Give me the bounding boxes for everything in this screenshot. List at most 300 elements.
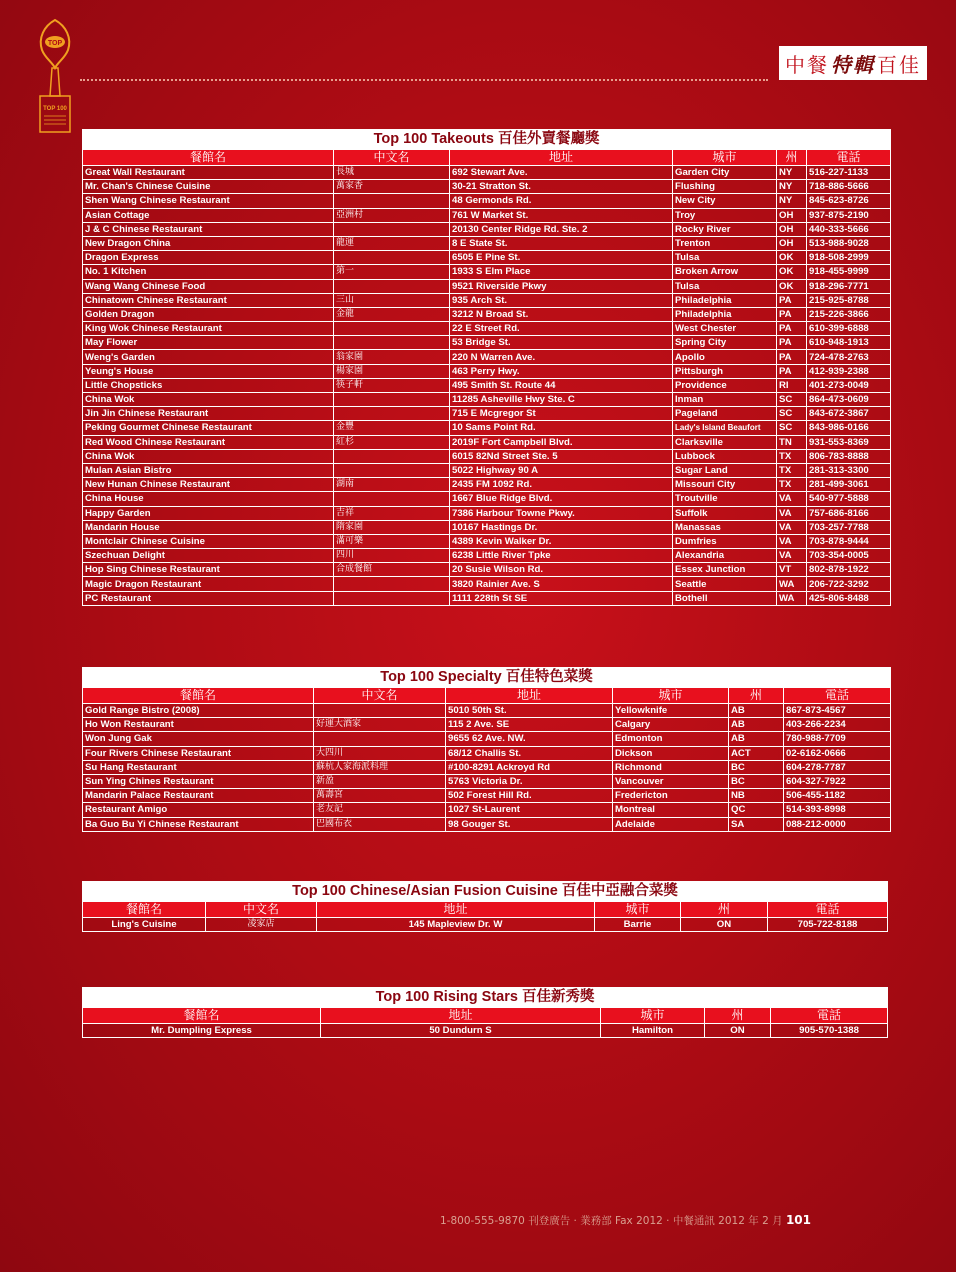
takeouts-header-row xyxy=(83,150,891,166)
table-cell: Fredericton xyxy=(613,789,729,803)
table-cell: QC xyxy=(729,803,784,817)
table-cell: 1111 228th St SE xyxy=(450,591,673,605)
table-cell: 918-508-2999 xyxy=(807,251,891,265)
table-cell xyxy=(334,251,450,265)
table-cell: Mandarin House xyxy=(83,520,334,534)
rising-title: Top 100 Rising Stars 百佳新秀獎 xyxy=(83,988,888,1008)
table-row xyxy=(83,166,891,180)
table-cell: 905-570-1388 xyxy=(771,1024,888,1038)
takeouts-title: Top 100 Takeouts 百佳外賣餐廳獎 xyxy=(83,130,891,150)
table-cell: Red Wood Chinese Restaurant xyxy=(83,435,334,449)
table-cell xyxy=(334,194,450,208)
table-cell: 20 Susie Wilson Rd. xyxy=(450,563,673,577)
table-cell: ON xyxy=(681,918,768,932)
table-cell xyxy=(334,591,450,605)
table-cell: Tulsa xyxy=(673,251,777,265)
table-row xyxy=(83,393,891,407)
table-row xyxy=(83,732,891,746)
table-row xyxy=(83,222,891,236)
table-cell: PC Restaurant xyxy=(83,591,334,605)
table-cell: 1667 Blue Ridge Blvd. xyxy=(450,492,673,506)
table-cell: 亞洲村 xyxy=(334,208,450,222)
table-cell: Mr. Chan's Chinese Cuisine xyxy=(83,180,334,194)
table-cell: Trenton xyxy=(673,236,777,250)
table-cell: Seattle xyxy=(673,577,777,591)
table-cell: 合成餐館 xyxy=(334,563,450,577)
table-cell: West Chester xyxy=(673,322,777,336)
table-row xyxy=(83,421,891,435)
column-header: 電話 xyxy=(771,1008,888,1024)
table-cell: AB xyxy=(729,704,784,718)
table-cell: Broken Arrow xyxy=(673,265,777,279)
table-row xyxy=(83,265,891,279)
table-row xyxy=(83,435,891,449)
table-row xyxy=(83,506,891,520)
column-header: 州 xyxy=(705,1008,771,1024)
header-divider xyxy=(80,79,768,81)
table-row xyxy=(83,746,891,760)
table-cell xyxy=(314,732,446,746)
table-cell: 931-553-8369 xyxy=(807,435,891,449)
table-cell: 757-686-8166 xyxy=(807,506,891,520)
table-cell: Happy Garden xyxy=(83,506,334,520)
table-cell: King Wok Chinese Restaurant xyxy=(83,322,334,336)
table-cell: 604-327-7922 xyxy=(784,774,891,788)
table-cell: 龍運 xyxy=(334,236,450,250)
table-cell: Ho Won Restaurant xyxy=(83,718,314,732)
table-row xyxy=(83,774,891,788)
table-cell: 425-806-8488 xyxy=(807,591,891,605)
table-cell: BC xyxy=(729,760,784,774)
column-header: 城市 xyxy=(673,150,777,166)
table-cell: Peking Gourmet Chinese Restaurant xyxy=(83,421,334,435)
table-cell: 大四川 xyxy=(314,746,446,760)
table-cell: 老友記 xyxy=(314,803,446,817)
table-cell: 115 2 Ave. SE xyxy=(446,718,613,732)
table-cell: TN xyxy=(777,435,807,449)
table-cell: NY xyxy=(777,166,807,180)
brand-right: 百佳 xyxy=(877,52,921,77)
table-row xyxy=(83,789,891,803)
table-cell: Missouri City xyxy=(673,478,777,492)
table-cell: Dragon Express xyxy=(83,251,334,265)
table-cell: 281-499-3061 xyxy=(807,478,891,492)
table-cell: 806-783-8888 xyxy=(807,449,891,463)
table-row xyxy=(83,577,891,591)
table-cell: 281-313-3300 xyxy=(807,463,891,477)
table-cell: OH xyxy=(777,236,807,250)
table-cell: 514-393-8998 xyxy=(784,803,891,817)
table-row xyxy=(83,180,891,194)
column-header: 餐館名 xyxy=(83,688,314,704)
table-cell: TX xyxy=(777,463,807,477)
table-cell: China Wok xyxy=(83,393,334,407)
table-cell: Sugar Land xyxy=(673,463,777,477)
table-cell: 筷子軒 xyxy=(334,378,450,392)
column-header: 電話 xyxy=(807,150,891,166)
table-cell: 610-948-1913 xyxy=(807,336,891,350)
table-cell: AB xyxy=(729,718,784,732)
table-row xyxy=(83,293,891,307)
column-header: 電話 xyxy=(768,902,888,918)
column-header: 餐館名 xyxy=(83,902,206,918)
table-cell xyxy=(334,407,450,421)
column-header: 城市 xyxy=(595,902,681,918)
table-cell: 8 E State St. xyxy=(450,236,673,250)
table-cell: 蘇杭人家海派料理 xyxy=(314,760,446,774)
table-cell: Chinatown Chinese Restaurant xyxy=(83,293,334,307)
table-cell: OK xyxy=(777,279,807,293)
table-cell: Pageland xyxy=(673,407,777,421)
table-cell: OH xyxy=(777,222,807,236)
table-cell: 好運大酒家 xyxy=(314,718,446,732)
table-row xyxy=(83,251,891,265)
table-cell: Vancouver xyxy=(613,774,729,788)
footer-text: 1-800-555-9870 刊登廣告 · 業務部 Fax 2012 · 中餐通訊 2012 年 2 月 xyxy=(440,1215,783,1227)
table-row xyxy=(83,236,891,250)
table-cell: 495 Smith St. Route 44 xyxy=(450,378,673,392)
table-cell: 20130 Center Ridge Rd. Ste. 2 xyxy=(450,222,673,236)
table-cell xyxy=(314,704,446,718)
column-header: 地址 xyxy=(317,902,595,918)
column-header: 中文名 xyxy=(206,902,317,918)
table-cell xyxy=(334,279,450,293)
table-cell: 867-873-4567 xyxy=(784,704,891,718)
table-cell: 718-886-5666 xyxy=(807,180,891,194)
fusion-title: Top 100 Chinese/Asian Fusion Cuisine 百佳中亞融合菜獎 xyxy=(83,882,888,902)
column-header: 餐館名 xyxy=(83,1008,321,1024)
column-header: 中文名 xyxy=(334,150,450,166)
table-cell: BC xyxy=(729,774,784,788)
table-cell: Clarksville xyxy=(673,435,777,449)
table-cell: Inman xyxy=(673,393,777,407)
table-cell: Four Rivers Chinese Restaurant xyxy=(83,746,314,760)
table-cell: Su Hang Restaurant xyxy=(83,760,314,774)
rising-table xyxy=(82,987,888,1038)
table-cell: 9655 62 Ave. NW. xyxy=(446,732,613,746)
table-cell: 第一 xyxy=(334,265,450,279)
table-cell: Lubbock xyxy=(673,449,777,463)
table-cell: New Hunan Chinese Restaurant xyxy=(83,478,334,492)
table-cell: 715 E Mcgregor St xyxy=(450,407,673,421)
table-cell: Montclair Chinese Cuisine xyxy=(83,534,334,548)
table-cell: 610-399-6888 xyxy=(807,322,891,336)
column-header: 城市 xyxy=(613,688,729,704)
table-cell: 四川 xyxy=(334,549,450,563)
table-cell: 703-878-9444 xyxy=(807,534,891,548)
fusion-table xyxy=(82,881,888,932)
table-cell: 703-257-7788 xyxy=(807,520,891,534)
table-cell: Szechuan Delight xyxy=(83,549,334,563)
table-cell: Won Jung Gak xyxy=(83,732,314,746)
table-cell: #100-8291 Ackroyd Rd xyxy=(446,760,613,774)
table-cell: SC xyxy=(777,393,807,407)
table-cell: ON xyxy=(705,1024,771,1038)
table-cell: Sun Ying Chines Restaurant xyxy=(83,774,314,788)
table-cell: OK xyxy=(777,251,807,265)
table-cell: OH xyxy=(777,208,807,222)
table-cell: Lady's Island Beaufort xyxy=(673,421,777,435)
table-cell: Ling's Cuisine xyxy=(83,918,206,932)
table-cell: Barrie xyxy=(595,918,681,932)
table-row xyxy=(83,279,891,293)
brand-left: 中餐 xyxy=(785,52,829,77)
table-row xyxy=(83,463,891,477)
table-cell: 11285 Asheville Hwy Ste. C xyxy=(450,393,673,407)
column-header: 城市 xyxy=(601,1008,705,1024)
table-cell: 145 Mapleview Dr. W xyxy=(317,918,595,932)
table-cell: ACT xyxy=(729,746,784,760)
table-row xyxy=(83,520,891,534)
table-row xyxy=(83,407,891,421)
table-cell: 48 Germonds Rd. xyxy=(450,194,673,208)
table-cell: OK xyxy=(777,265,807,279)
table-cell: New Dragon China xyxy=(83,236,334,250)
table-row xyxy=(83,760,891,774)
specialty-title: Top 100 Specialty 百佳特色菜獎 xyxy=(83,668,891,688)
table-row xyxy=(83,591,891,605)
table-cell: China House xyxy=(83,492,334,506)
table-cell: New City xyxy=(673,194,777,208)
table-cell: 長城 xyxy=(334,166,450,180)
table-cell: 6015 82Nd Street Ste. 5 xyxy=(450,449,673,463)
table-cell: 843-672-3867 xyxy=(807,407,891,421)
table-row xyxy=(83,918,888,932)
table-cell: 10 Sams Point Rd. xyxy=(450,421,673,435)
table-cell: 220 N Warren Ave. xyxy=(450,350,673,364)
table-cell xyxy=(334,336,450,350)
table-row xyxy=(83,534,891,548)
table-cell: Asian Cottage xyxy=(83,208,334,222)
table-row xyxy=(83,704,891,718)
table-cell: 440-333-5666 xyxy=(807,222,891,236)
table-cell: VA xyxy=(777,549,807,563)
table-row xyxy=(83,449,891,463)
table-cell: 937-875-2190 xyxy=(807,208,891,222)
table-cell: 2019F Fort Campbell Blvd. xyxy=(450,435,673,449)
table-cell: WA xyxy=(777,591,807,605)
table-cell: 516-227-1133 xyxy=(807,166,891,180)
table-cell: 401-273-0049 xyxy=(807,378,891,392)
column-header: 州 xyxy=(729,688,784,704)
table-cell: 802-878-1922 xyxy=(807,563,891,577)
table-cell: 5010 50th St. xyxy=(446,704,613,718)
table-row xyxy=(83,307,891,321)
table-cell: No. 1 Kitchen xyxy=(83,265,334,279)
table-cell: 22 E Street Rd. xyxy=(450,322,673,336)
table-cell: RI xyxy=(777,378,807,392)
table-cell: Ba Guo Bu Yi Chinese Restaurant xyxy=(83,817,314,831)
table-cell xyxy=(334,492,450,506)
table-cell: TX xyxy=(777,449,807,463)
table-cell: Richmond xyxy=(613,760,729,774)
table-cell: Mulan Asian Bistro xyxy=(83,463,334,477)
table-cell: 206-722-3292 xyxy=(807,577,891,591)
table-cell: 3820 Rainier Ave. S xyxy=(450,577,673,591)
table-row xyxy=(83,718,891,732)
table-row xyxy=(83,322,891,336)
table-cell: Weng's Garden xyxy=(83,350,334,364)
table-cell: 412-939-2388 xyxy=(807,364,891,378)
table-cell: 凌家店 xyxy=(206,918,317,932)
table-row xyxy=(83,492,891,506)
table-cell: 楊家園 xyxy=(334,364,450,378)
table-cell: 4389 Kevin Walker Dr. xyxy=(450,534,673,548)
table-cell: J & C Chinese Restaurant xyxy=(83,222,334,236)
table-cell: 918-455-9999 xyxy=(807,265,891,279)
table-cell: 513-988-9028 xyxy=(807,236,891,250)
table-cell: 540-977-5888 xyxy=(807,492,891,506)
table-cell: SA xyxy=(729,817,784,831)
table-cell: SC xyxy=(777,407,807,421)
table-cell: Yeung's House xyxy=(83,364,334,378)
table-cell: 湖南 xyxy=(334,478,450,492)
table-cell: 604-278-7787 xyxy=(784,760,891,774)
column-header: 州 xyxy=(777,150,807,166)
table-cell: Alexandria xyxy=(673,549,777,563)
table-cell: 翁家園 xyxy=(334,350,450,364)
table-cell: Little Chopsticks xyxy=(83,378,334,392)
table-cell: 1933 S Elm Place xyxy=(450,265,673,279)
table-cell: VA xyxy=(777,492,807,506)
table-cell: 692 Stewart Ave. xyxy=(450,166,673,180)
table-cell: Jin Jin Chinese Restaurant xyxy=(83,407,334,421)
table-cell: 53 Bridge St. xyxy=(450,336,673,350)
table-cell: PA xyxy=(777,293,807,307)
table-cell: 724-478-2763 xyxy=(807,350,891,364)
table-cell: Gold Range Bistro (2008) xyxy=(83,704,314,718)
table-cell: 3212 N Broad St. xyxy=(450,307,673,321)
table-cell: 463 Perry Hwy. xyxy=(450,364,673,378)
table-cell: Montreal xyxy=(613,803,729,817)
table-cell: PA xyxy=(777,336,807,350)
table-cell: 98 Gouger St. xyxy=(446,817,613,831)
table-cell: 703-354-0005 xyxy=(807,549,891,563)
table-row xyxy=(83,803,891,817)
table-cell: 吉祥 xyxy=(334,506,450,520)
table-row xyxy=(83,549,891,563)
table-cell: 1027 St-Laurent xyxy=(446,803,613,817)
table-cell: May Flower xyxy=(83,336,334,350)
table-cell: Edmonton xyxy=(613,732,729,746)
table-cell xyxy=(334,393,450,407)
table-cell: 三山 xyxy=(334,293,450,307)
table-cell: Shen Wang Chinese Restaurant xyxy=(83,194,334,208)
column-header: 地址 xyxy=(321,1008,601,1024)
table-cell: PA xyxy=(777,322,807,336)
top100-trophy-logo xyxy=(30,16,80,136)
table-cell: 843-986-0166 xyxy=(807,421,891,435)
table-cell: 088-212-0000 xyxy=(784,817,891,831)
table-cell: Great Wall Restaurant xyxy=(83,166,334,180)
fusion-header-row xyxy=(83,902,888,918)
takeouts-table xyxy=(82,129,891,606)
table-cell: 780-988-7709 xyxy=(784,732,891,746)
table-cell: Suffolk xyxy=(673,506,777,520)
table-cell: Hop Sing Chinese Restaurant xyxy=(83,563,334,577)
table-cell: 506-455-1182 xyxy=(784,789,891,803)
table-cell: 9521 Riverside Pkwy xyxy=(450,279,673,293)
table-cell: 5022 Highway 90 A xyxy=(450,463,673,477)
table-cell: 68/12 Challis St. xyxy=(446,746,613,760)
table-cell: Yellowknife xyxy=(613,704,729,718)
table-cell: Dumfries xyxy=(673,534,777,548)
column-header: 地址 xyxy=(450,150,673,166)
table-cell: 864-473-0609 xyxy=(807,393,891,407)
table-cell: 隋家園 xyxy=(334,520,450,534)
table-cell: 萬家香 xyxy=(334,180,450,194)
table-cell: Mandarin Palace Restaurant xyxy=(83,789,314,803)
table-cell: 10167 Hastings Dr. xyxy=(450,520,673,534)
table-cell: Providence xyxy=(673,378,777,392)
table-cell: 02-6162-0666 xyxy=(784,746,891,760)
table-cell: NY xyxy=(777,194,807,208)
table-cell: 5763 Victoria Dr. xyxy=(446,774,613,788)
table-cell: 金豐 xyxy=(334,421,450,435)
table-cell: Flushing xyxy=(673,180,777,194)
table-cell: Manassas xyxy=(673,520,777,534)
table-cell: Rocky River xyxy=(673,222,777,236)
table-cell: Troy xyxy=(673,208,777,222)
table-row xyxy=(83,208,891,222)
rising-header-row xyxy=(83,1008,888,1024)
page-number: 101 xyxy=(785,1213,811,1227)
table-cell: PA xyxy=(777,307,807,321)
table-cell: 滿可樂 xyxy=(334,534,450,548)
table-row xyxy=(83,336,891,350)
table-cell: China Wok xyxy=(83,449,334,463)
table-row xyxy=(83,1024,888,1038)
table-row xyxy=(83,817,891,831)
table-cell: Philadelphia xyxy=(673,293,777,307)
table-cell: 705-722-8188 xyxy=(768,918,888,932)
column-header: 電話 xyxy=(784,688,891,704)
specialty-table xyxy=(82,667,891,832)
table-cell: SC xyxy=(777,421,807,435)
table-cell: Apollo xyxy=(673,350,777,364)
section-brand xyxy=(779,46,927,80)
table-cell: Troutville xyxy=(673,492,777,506)
table-row xyxy=(83,478,891,492)
table-cell: 巴國布衣 xyxy=(314,817,446,831)
brand-mid: 特輯 xyxy=(831,52,875,77)
table-cell: TX xyxy=(777,478,807,492)
table-cell: 2435 FM 1092 Rd. xyxy=(450,478,673,492)
table-cell: Mr. Dumpling Express xyxy=(83,1024,321,1038)
svg-text:TOP: TOP xyxy=(47,40,63,47)
table-cell: 215-226-3866 xyxy=(807,307,891,321)
table-cell: VA xyxy=(777,506,807,520)
specialty-header-row xyxy=(83,688,891,704)
table-cell: AB xyxy=(729,732,784,746)
column-header: 地址 xyxy=(446,688,613,704)
table-cell: 50 Dundurn S xyxy=(321,1024,601,1038)
table-cell: Calgary xyxy=(613,718,729,732)
column-header: 中文名 xyxy=(314,688,446,704)
table-cell: Philadelphia xyxy=(673,307,777,321)
table-cell xyxy=(334,222,450,236)
table-cell xyxy=(334,577,450,591)
table-cell: Bothell xyxy=(673,591,777,605)
table-cell: Tulsa xyxy=(673,279,777,293)
table-cell: Magic Dragon Restaurant xyxy=(83,577,334,591)
table-cell: 新盈 xyxy=(314,774,446,788)
page-footer xyxy=(440,1213,811,1228)
table-cell: 紅杉 xyxy=(334,435,450,449)
table-row xyxy=(83,563,891,577)
table-cell: 502 Forest Hill Rd. xyxy=(446,789,613,803)
table-row xyxy=(83,364,891,378)
